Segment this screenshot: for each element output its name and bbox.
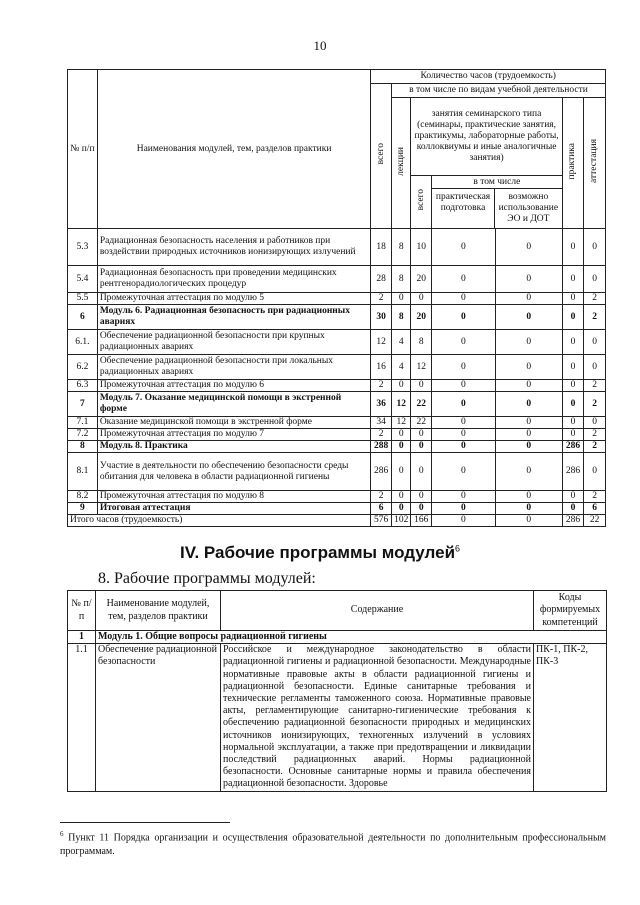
- programs-table-header: [68, 591, 607, 631]
- table-row: 5.3 Радиационная безопасность населения и работников при воздействии природных источников ионизирующих излучений 18 8 10 0 0 0 0: [68, 229, 606, 266]
- table-row: 6.2 Обеспечение радиационной безопасности при локальных радиационных авариях 16 4 12 0 0 0 0: [68, 355, 606, 380]
- col-lectures-header: лекции: [391, 98, 411, 229]
- hours-table-header: [68, 70, 606, 229]
- table-row: 8.2 Промежуточная аттестация по модулю 8 2 0 0 0 0 0 2: [68, 491, 606, 503]
- page-number: 10: [313, 38, 327, 53]
- footnote-divider: [60, 822, 230, 823]
- col-seminar-header: занятия семинарского типа (семинары, практические занятия, практикумы, лабораторные работы, коллоквиумы и иные аналогичные занятия): [411, 98, 562, 176]
- total-row: Итого часов (трудоемкость) 576 102 166 0 0 286 22: [68, 515, 606, 527]
- table-row: 5.4 Радиационная безопасность при проведении медицинских рентгенорадиологических процедур 28 8 20 0 0 0 0: [68, 266, 606, 293]
- col-name-header: Наименование модулей, тем, разделов практики: [96, 591, 221, 631]
- col-hours-header: Количество часов (трудоемкость): [371, 70, 606, 84]
- section-title: IV. Рабочие программы модулей$^6$: [179, 543, 461, 562]
- module-row: 9 Итоговая аттестация 6 0 0 0 0 0 6: [68, 503, 606, 515]
- col-codes-header: Коды формируемых компетенций: [534, 591, 607, 631]
- col-practice-header: практика: [562, 98, 584, 229]
- col-name-header: Наименования модулей, тем, разделов практики: [97, 70, 371, 229]
- table-row: 6.1. Обеспечение радиационной безопасности при крупных радиационных авариях 12 4 8 0 0 0 0: [68, 330, 606, 355]
- col-num-header: № п/п: [68, 591, 96, 631]
- col-num-header: № п/п: [68, 70, 98, 229]
- col-attestation-header: аттестация: [584, 98, 606, 229]
- programs-table: [67, 590, 607, 792]
- col-content-header: Содержание: [221, 591, 534, 631]
- col-including-header: в том числе практическая подготовка возможно использование ЭО и ДОТ: [432, 176, 563, 229]
- table-row: 6.3 Промежуточная аттестация по модулю 6 2 0 0 0 0 0 2: [68, 380, 606, 392]
- module-row: 1 Модуль 1. Общие вопросы радиационной гигиены: [68, 631, 607, 644]
- col-total-header: всего: [371, 84, 392, 229]
- table-row: 5.5 Промежуточная аттестация по модулю 5 2 0 0 0 0 0 2: [68, 293, 606, 305]
- col-including-types-header: в том числе по видам учебной деятельности: [391, 84, 605, 98]
- module-row: 6 Модуль 6. Радиационная безопасность при радиационных авариях 30 8 20 0 0 0 2: [68, 305, 606, 330]
- footnote: $^6$ Пункт 11 Порядка организации и осуществления образовательной деятельности по дополнительным профессиональным программам.: [60, 830, 606, 858]
- table-row: 7.1 Оказание медицинской помощи в экстренной форме 34 12 22 0 0 0 0: [68, 417, 606, 429]
- module-row: 8 Модуль 8. Практика 288 0 0 0 0 286 2: [68, 441, 606, 453]
- module-row: 7 Модуль 7. Оказание медицинской помощи в экстренной форме 36 12 22 0 0 0 2: [68, 392, 606, 417]
- subsection-title: 8. Рабочие программы модулей:: [98, 570, 316, 587]
- table-row: 7.2 Промежуточная аттестация по модулю 7 2 0 0 0 0 0 2: [68, 429, 606, 441]
- table-row: 1.1 Обеспечение радиационной безопасности Российское и международное законодательство в области радиационной гигиены и радиационной безопасности. Международные нормативные правовые акты в области радиационной гигиены и радиационной безопасности. Единые санитарные требования и технические регламенты таможенного союза. Нормативные правовые акты, регламентирующие санитарно-гигиенические требования к обеспечению радиационной безопасности природных и медицинских источников ионизирующих, техногенных излучений в условиях нормальной эксплуатации, а также при предотвращении и ликвидации последствий радиационных аварий. Нормы радиационной безопасности. Основные санитарные нормы и правила обеспечения радиационной безопасности. Здоровье ПК-1, ПК-2, ПК-3: [68, 644, 607, 791]
- col-sem-total-header: всего: [411, 176, 432, 229]
- table-row: 8.1 Участие в деятельности по обеспечению безопасности среды обитания для человека в области радиационной гигиены 286 0 0 0 0 286 0: [68, 453, 606, 491]
- hours-table: [67, 69, 606, 527]
